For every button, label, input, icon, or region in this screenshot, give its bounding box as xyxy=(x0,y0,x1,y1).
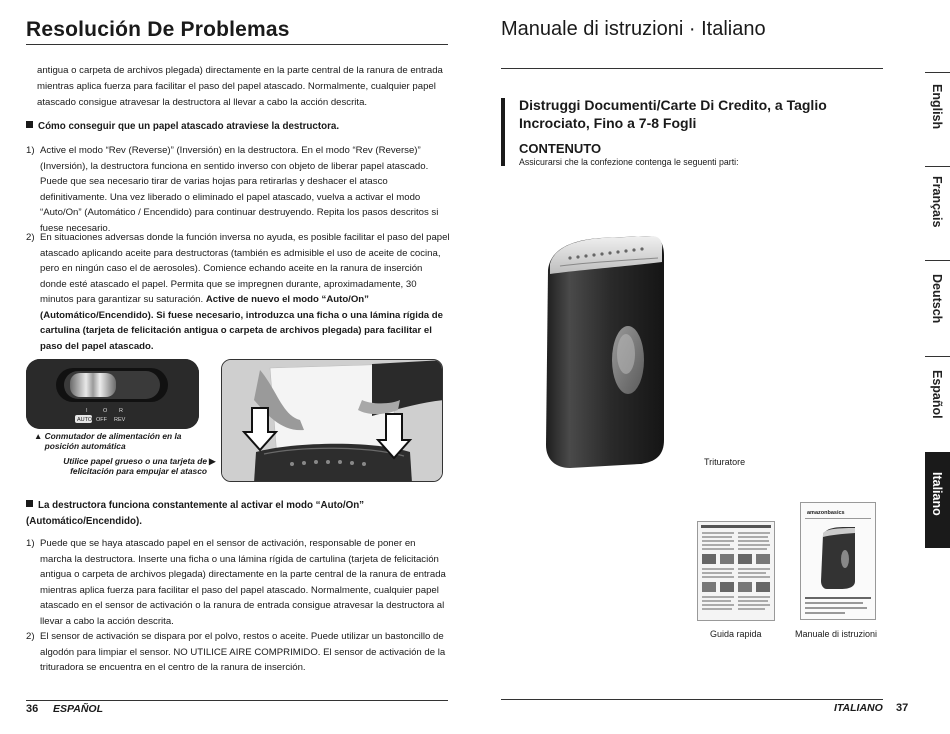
item-bold-text: Active de nuevo el modo “Auto/On” (Automático/Encendido). Si fuese necesario, introduzca una ficha o una lámina rígida de cartulina (tarjeta de felicitación antigua o carpeta de archivos plegada) para facilitar el paso del papel atascado. xyxy=(40,294,444,352)
triangle-right-icon: ▶ xyxy=(209,456,216,466)
right-page-label: ITALIANO xyxy=(834,702,883,714)
tab-separator xyxy=(925,260,950,261)
tab-deutsch[interactable] xyxy=(925,270,950,350)
square-bullet-icon xyxy=(26,500,33,507)
contents-intro: Assicurarsi che la confezione contenga le seguenti parti: xyxy=(519,157,739,167)
switch-label-o: O xyxy=(103,408,108,414)
right-title-rule xyxy=(501,68,883,69)
triangle-up-icon: ▲ xyxy=(34,431,43,441)
manual-brand-text: amazonbasics xyxy=(807,510,845,516)
left-page-title: Resolución De Problemas xyxy=(26,18,290,41)
left-footer-rule xyxy=(26,700,448,701)
left-page-number: 36 xyxy=(26,703,39,715)
caption-quick-guide: Guida rapida xyxy=(710,629,762,639)
tab-francais-label: Français xyxy=(930,176,944,228)
left-title-rule xyxy=(26,44,448,45)
switch-label-rev: REV xyxy=(114,417,126,423)
item-number: 1) xyxy=(26,538,35,549)
section2-heading xyxy=(26,498,450,530)
subtitle-accent-bar xyxy=(501,98,505,166)
caption-paper-push-text: Utilice papel grueso o una tarjeta de felicitación para empujar el atasco xyxy=(63,456,207,476)
tab-espanol[interactable] xyxy=(925,366,950,446)
caption-paper-push xyxy=(62,456,216,476)
item-number: 1) xyxy=(26,145,35,156)
tab-espanol-label: Español xyxy=(930,370,944,419)
square-bullet-icon xyxy=(26,121,33,128)
item-text: Active el modo “Rev (Reverse)” (Inversión) en la destructora. En el modo “Rev (Reverse)” (Inversión), la destructora funciona en sentido inverso con objeto de liberar papel atascado. Puede que sea necesario tirar de varias hojas para retirarlas y deshacer el atasco definitivamente. Una vez liberado o eliminado el papel atascado, vuelva a activar el modo “Auto/On” (Automático / Encendido) para continuar destruyendo. Repita los pasos descritos si fuese necesario. xyxy=(40,145,439,234)
tabs-top-rule xyxy=(925,72,950,73)
item-number: 2) xyxy=(26,232,35,243)
left-page-label: ESPAÑOL xyxy=(53,703,103,715)
item-text: Puede que se haya atascado papel en el sensor de activación, responsable de poner en marcha la destructora. Inserte una ficha o una lámina rígida de cartulina (tarjeta de felicitación antigua o carpeta de archivos plegada) directamente en la parte central de la ranura de entrada mientras aplica fuerza para facilitar el paso del papel atascado. Normalmente, cualquier papel atascado en el sensor de activación o la ranura de entrada consigue atravesar la destructora al llevar a cabo la acción descrita. xyxy=(40,538,446,627)
paper-push-photo xyxy=(221,359,443,482)
switch-label-i: I xyxy=(86,408,88,414)
item-text: El sensor de activación se dispara por el polvo, restos o aceite. Puede utilizar un bastoncillo de algodón para limpiar el sensor. NO UTILICE AIRE COMPRIMIDO. El sensor de activación de la trituradora se encuentra en el centro de la ranura de inserción. xyxy=(40,631,446,673)
quick-guide-thumbnail xyxy=(697,521,775,621)
right-page-number: 37 xyxy=(896,702,909,714)
manual-thumbnail xyxy=(800,502,876,620)
caption-power-switch xyxy=(34,431,195,451)
section2-heading-text: La destructora funciona constantemente al activar el modo “Auto/On” (Automático/Encendido). xyxy=(26,500,365,527)
tab-english-label: English xyxy=(930,84,944,130)
tab-italiano-label: Italiano xyxy=(930,472,944,516)
caption-manual: Manuale di istruzioni xyxy=(795,629,878,639)
section1-heading-text: Cómo conseguir que un papel atascado atraviese la destructora. xyxy=(38,121,340,132)
section2-item-1 xyxy=(26,536,450,629)
intro-paragraph: antigua o carpeta de archivos plegada) directamente en la parte central de la ranura de entrada mientras aplica fuerza para facilitar el paso del papel atascado. Normalmente, cualquier papel atascado consigue atravesar la destructora al llevar a cabo la acción descrita. xyxy=(37,65,443,108)
section1-item-1 xyxy=(26,143,450,236)
contents-heading: CONTENUTO xyxy=(519,141,602,156)
tab-francais[interactable] xyxy=(925,172,950,254)
item-number: 2) xyxy=(26,631,35,642)
item-text: En situaciones adversas donde la función inversa no ayuda, es posible facilitar el paso del papel atascado aplicando aceite para destructoras (también es admisible el uso de aceite de cocina, pero en ningún caso el de aerosoles). Comience echando aceite en la ranura de inserción donde esté atascado el papel. Permita que se impregnen durante, aproximadamente, 30 minutos para garantizar su saturación. xyxy=(40,232,450,305)
power-switch-photo xyxy=(26,359,199,429)
tab-separator xyxy=(925,356,950,357)
caption-power-switch-text: Conmutador de alimentación en la posición automática xyxy=(44,431,182,451)
tab-separator xyxy=(925,166,950,167)
switch-label-off: OFF xyxy=(96,417,107,423)
section2-item-2 xyxy=(26,629,450,676)
section1-heading xyxy=(26,119,450,135)
right-page-title: Manuale di istruzioni · Italiano xyxy=(501,18,766,40)
right-footer-rule xyxy=(501,699,883,700)
tab-italiano[interactable] xyxy=(925,452,950,548)
switch-label-auto: AUTO xyxy=(77,417,93,423)
tab-english[interactable] xyxy=(925,80,950,162)
switch-label-r: R xyxy=(119,408,123,414)
caption-shredder: Trituratore xyxy=(704,457,746,467)
section1-item-2 xyxy=(26,230,450,354)
tab-deutsch-label: Deutsch xyxy=(930,274,944,324)
product-subtitle: Distruggi Documenti/Carte Di Credito, a Taglio Incrociato, Fino a 7-8 Fogli xyxy=(519,97,827,131)
shredder-photo xyxy=(540,230,666,470)
